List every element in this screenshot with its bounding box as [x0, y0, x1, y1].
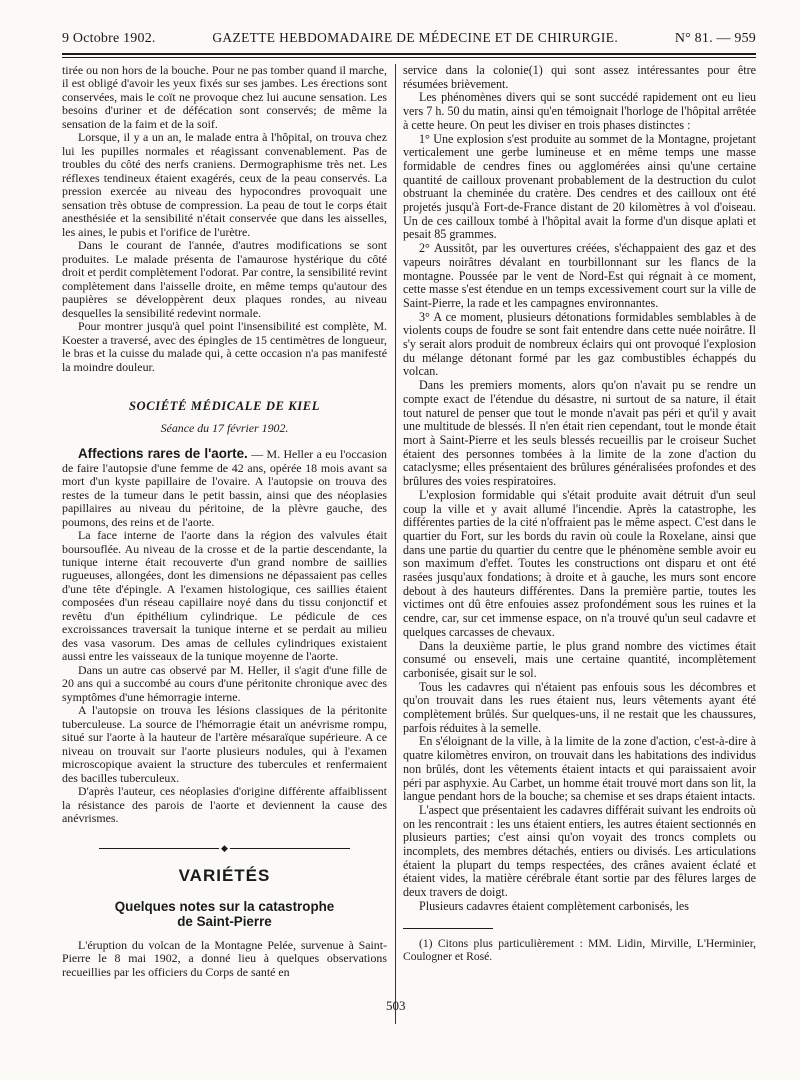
paragraph: Lorsque, il y a un an, le malade entra à l'hôpital, on trouva chez lui les pupilles normales et réagissant convenablement. Pas de troubles du côté des nerfs craniens. Dermographisme très net. Les réflexes tendineux étaient exagérés, ceux de la peau conservés. La pression exercée au niveau des hypocondres provoquait une sensation très obtuse de compression. La peau de tout le corps était anesthésiée et la sensibilité n'était conservée que dans les aisselles, les aines, le pubis et l'orifice de l'urètre.	[62, 130, 387, 239]
paragraph: Les phénomènes divers qui se sont succédé rapidement ont eu lieu vers 7 h. 50 du matin, ainsi qu'en témoignait l'horloge de l'hôpital arrêtée à cette heure. On peut les diviser en trois phases distinctes :	[403, 90, 756, 132]
paragraph: Dans les premiers moments, alors qu'on n'avait pu se rendre un compte exact de l'étendue du désastre, ni surtout de sa nature, il était tout naturel de penser que tout le monde n'avait pas péri et qu'il y avait une multitude de blessés. Il n'en était rien cependant, tout le monde était mort à Saint-Pierre et les seuls blessés recueillis par le croiseur Suchet étaient des personnes tombées à la limite de la zone d'action du cataclysme; elles présentaient des brûlures généralisées profondes et des brûlures des voies respiratoires.	[403, 378, 756, 489]
paragraph: L'éruption du volcan de la Montagne Pelée, survenue à Saint-Pierre le 8 mai 1902, a donné lieu à quelques observations recueillies par les officiers du Corps de santé en	[62, 937, 387, 979]
running-head	[62, 30, 756, 47]
paragraph: Plusieurs cadavres étaient complètement carbonisés, les	[419, 898, 690, 913]
divider-line	[99, 848, 219, 849]
right-column	[403, 64, 756, 963]
issue-page-number: N° 81. — 959	[674, 31, 756, 46]
journal-title: GAZETTE HEBDOMADAIRE DE MÉDECINE ET DE CHIRURGIE.	[212, 30, 619, 45]
article-heading-line: de Saint-Pierre	[177, 913, 272, 929]
article-heading	[62, 899, 387, 929]
paragraph: A l'autopsie on trouva les lésions classiques de la péritonite tuberculeuse. La source de l'hémorragie était un anévrisme rompu, situé sur l'aorte à la hauteur de l'artère mésaraïque supérieure. A ce niveau on trouvait sur l'aorte plusieurs nodules, qui à l'examen microscopique avaient la structure des tubercules et renfermaient des bacilles tuberculeux.	[62, 703, 387, 785]
paragraph: Dans le courant de l'année, d'autres modifications se sont produites. Le malade présenta de l'amaurose hystérique du côté droit et perdit complètement l'odorat. Par contre, la sensibilité revint complètement dans l'aisselle droite, en même temps qu'autour des paupières se développèrent deux plaques rondes, au niveau desquelles la sensibilité redevint normale.	[62, 238, 387, 320]
paragraph: Pour montrer jusqu'à quel point l'insensibilité est complète, M. Koester a traversé, avec des épingles de 15 centimètres de longueur, le bras et la cuisse du malade qui, à cette occasion n'a pas manifesté la moindre douleur.	[62, 319, 387, 374]
paragraph: Dans un autre cas observé par M. Heller, il s'agit d'une fille de 20 ans qui a succombé au cours d'une péritonite chronique avec des symptômes d'une hémorragie interne.	[62, 662, 387, 704]
session-date: Séance du 17 février 1902.	[160, 420, 289, 435]
paragraph: Tous les cadavres qui n'étaient pas enfouis sous les décombres et qu'on trouvait dans les rues étaient nus, leurs vêtements ayant été complètement brûlés. Sur quelques-uns, il ne restait que les chaussures, parfois réduites à la semelle.	[403, 679, 756, 735]
folio-number: 503	[386, 998, 406, 1013]
paragraph: L'aspect que présentaient les cadavres différait suivant les endroits où on les rencontrait : les uns étaient entiers, les autres étaient sectionnés en plusieurs parties; c'est ainsi qu'on voyait des troncs complets ou incomplets, des membres détachés, entiers ou divisés. Les articulations étaient la plupart du temps respectées, des crânes avaient éclaté et étaient vides, la matière cérébrale étant sortie par des fêlures larges de deux travers de doigt.	[403, 802, 756, 900]
paragraph: service dans la colonie(1) qui sont assez intéressantes pour être résumées brièvement.	[403, 63, 756, 91]
paragraph: 1° Une explosion s'est produite au sommet de la Montagne, projetant verticalement une gerbe lumineuse et en même temps une masse formidable de cendres fines ou agglomérées ainsi qu'une certaine quantité de cailloux provenant probablement de la destruction du culot obstruant la cheminée du cratère. Des cendres et des cailloux ont été projetés jusqu'à Fort-de-France distant de 20 kilomètres à vol d'oiseau. Un de ces cailloux tombé à l'hôpital avait la forme d'un disque aplati et pesait 85 grammes.	[403, 131, 756, 242]
column-rule	[395, 64, 396, 1024]
divider-line	[230, 848, 350, 849]
header-rule-thin	[62, 57, 756, 58]
paragraph: 2° Aussitôt, par les ouvertures créées, s'échappaient des gaz et des vapeurs noirâtres dévalant en tourbillonnant sur les flancs de la montagne. Poussée par le vent de Nord-Est qui régnait à ce moment, cette masse s'est étendue en un temps excessivement court sur la ville de Saint-Pierre, la rade et les campagnes environnantes.	[403, 241, 756, 310]
section-title: VARIÉTÉS	[178, 866, 271, 886]
diamond-ornament-icon: ◆	[221, 842, 228, 853]
header-rule-thick	[62, 53, 756, 55]
paragraph: Dans la deuxième partie, le plus grand nombre des victimes était consumé ou enseveli, mais une certaine quantité, incomplètement carbonisée, gisait sur le sol.	[403, 638, 756, 680]
paragraph: En s'éloignant de la ville, à la limite de la zone d'action, c'est-à-dire à quatre kilomètres environ, on trouvait dans les habitations des individus non brûlés, dont les vêtements étaient intacts et qui paraissaient avoir péri par asphyxie. Au Carbet, un homme était trouvé mort dans son lit, la langue pendant hors de la bouche; sa chemise et ses draps étaient intacts.	[403, 734, 756, 804]
footnote-rule	[403, 928, 493, 929]
article-lead: — M. Heller a eu l'occasion de faire l'autopsie d'une femme de 42 ans, opérée 18 mois avant sa mort d'un kyste papillaire de l'ovaire. A l'autopsie on trouva des restes de la tumeur dans le petit bassin, ainsi que des néoplasies papillaires au niveau du péritoine, de la plèvre gauche, des poumons, des reins et de l'aorte.	[62, 447, 387, 529]
paragraph: tirée ou non hors de la bouche. Pour ne pas tomber quand il marche, il est obligé d'avoir les yeux fixés sur ses jambes. Les érections sont conservées, mais le coït ne provoque chez lui aucune sensation. Les besoins d'uriner et de défécation sont conservés; de même la sensation de la faim et de la soif.	[62, 63, 387, 131]
paragraph: La face interne de l'aorte dans la région des valvules était boursouflée. Au niveau de la crosse et de la partie descendante, la tunique interne était recouverte d'un grand nombre de saillies rugueuses, allongées, dont les dimensions ne dépassaient pas celles d'une tête d'épingle. A l'examen histologique, ces saillies étaient composées d'un réseau capillaire noyé dans du tissu conjonctif et revêtu d'un épithélium cylindrique. Le pédicule de ces excroissances traversait la tunique interne et se perdait au milieu des vasa vasorum. Des amas de cellules cylindriques existaient aussi entre les vaisseaux de la tunique moyenne de l'aorte.	[62, 528, 387, 664]
header-date: 9 Octobre 1902.	[62, 31, 156, 46]
footnote: (1) Citons plus particulièrement : MM. Lidin, Mirville, L'Herminier, Coulogner et Rosé.	[403, 936, 756, 963]
section-divider	[62, 842, 387, 855]
paragraph: D'après l'auteur, ces néoplasies d'origine différente affaiblissent la résistance des parois de l'aorte et deviennent la cause des anévrismes.	[62, 784, 387, 826]
article-title: Affections rares de l'aorte.	[78, 446, 248, 462]
paragraph: L'explosion formidable qui s'était produite avait détruit d'un seul coup la ville et y avait allumé l'incendie. Après la catastrophe, les différentes parties de la cité n'offraient pas le même aspect. C'est dans le quartier du Fort, sur les bords du ravin où coule la Roxelane, ainsi que dans une partie du quartier du centre que le phénomène semble avoir eu son maximum d'effet. Toutes les constructions ont disparu et ont été rasées jusqu'aux fondations; à droite et à gauche, les murs sont encore debout à des hauteurs différentes. Dans la première partie, toutes les victimes ont dû être enfouies assez profondément sous les ruines et la cendre, car, sur cet immense espace, on n'a trouvé qu'un seul cadavre et quelques carcasses de chevaux.	[403, 487, 756, 639]
article-heading-line: Quelques notes sur la catastrophe	[114, 898, 335, 914]
left-column	[62, 64, 387, 979]
society-heading: SOCIÉTÉ MÉDICALE DE KIEL	[128, 399, 321, 414]
article-paragraph	[62, 447, 387, 529]
paragraph: 3° A ce moment, plusieurs détonations formidables semblables à de violents coups de foudre se sont fait entendre dans cette nuée noirâtre. Il s'y serait alors produit de nombreux éclairs qui ont provoqué l'explosion du mélange détonant formé par les gaz combustibles échappés du volcan.	[403, 309, 756, 379]
